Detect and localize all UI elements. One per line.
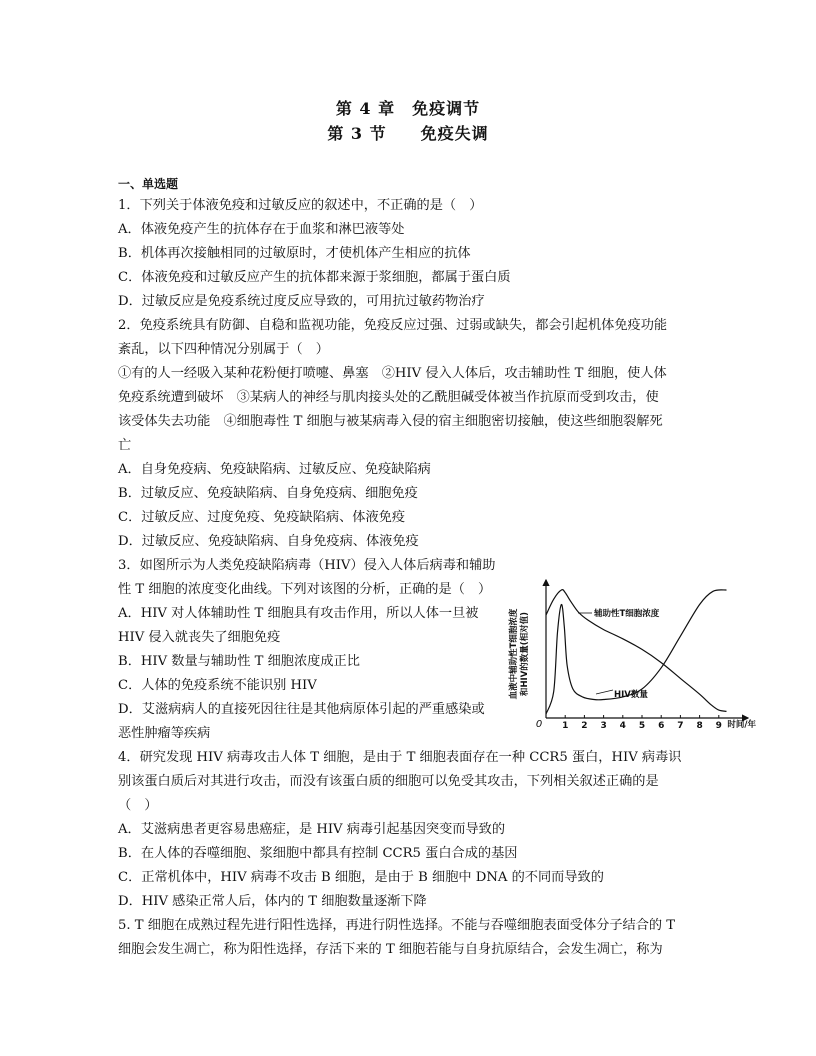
q2-case-line2: 免疫系统遭到破坏 ③某病人的神经与肌肉接头处的乙酰胆碱受体被当作抗原而受到攻击，使 bbox=[118, 390, 659, 405]
x-tick-label: 2 bbox=[581, 721, 588, 731]
chart-origin-label: 0 bbox=[535, 719, 543, 730]
x-tick-label: 3 bbox=[600, 721, 607, 731]
q4-option-d: D．HIV 感染正常人后，体内的 T 细胞数量逐渐下降 bbox=[118, 894, 427, 909]
q4-stem-line1: 4．研究发现 HIV 病毒攻击人体 T 细胞，是由于 T 细胞表面存在一种 CCR5 蛋白，HIV 病毒识 bbox=[118, 750, 682, 765]
chapter-title: 第 4 章 免疫调节 bbox=[335, 99, 481, 118]
q5-stem-line1: 5. T 细胞在成熟过程先进行阳性选择，再进行阴性选择。不能与吞噬细胞表面受体分子结合的 T bbox=[118, 918, 676, 933]
chart-xlabel: 时间/年 bbox=[727, 720, 756, 730]
q3-stem-line2: 性 T 细胞的浓度变化曲线。下列对该图的分析，正确的是（ ） bbox=[118, 582, 492, 597]
q4-option-b: B．在人体的吞噬细胞、浆细胞中都具有控制 CCR5 蛋白合成的基因 bbox=[118, 846, 518, 861]
q2-option-c: C．过敏反应、过度免疫、免疫缺陷病、体液免疫 bbox=[118, 510, 406, 525]
q2-case-line1: ①有的人一经吸入某种花粉便打喷嚏、鼻塞 ②HIV 侵入人体后，攻击辅助性 T 细胞，使人体 bbox=[118, 366, 667, 381]
x-tick-label: 8 bbox=[696, 721, 703, 731]
q1-option-a: A．体液免疫产生的抗体存在于血浆和淋巴液等处 bbox=[118, 222, 405, 237]
q1-option-b: B．机体再次接触相同的过敏原时，才使机体产生相应的抗体 bbox=[118, 246, 471, 261]
q2-option-a: A．自身免疫病、免疫缺陷病、过敏反应、免疫缺陷病 bbox=[118, 462, 431, 477]
q1-stem: 1．下列关于体液免疫和过敏反应的叙述中，不正确的是（ ） bbox=[118, 198, 483, 213]
q3-option-a-line2: HIV 侵入就丧失了细胞免疫 bbox=[118, 630, 281, 645]
q3-option-d-line2: 恶性肿瘤等疾病 bbox=[118, 726, 211, 741]
q2-case-line4: 亡 bbox=[118, 438, 132, 453]
chart-ylabel-line1: 血液中辅助性T细胞浓度 bbox=[509, 608, 519, 700]
q3-option-b: B．HIV 数量与辅助性 T 细胞浓度成正比 bbox=[118, 654, 360, 669]
hiv-leader-line bbox=[596, 690, 613, 694]
q2-option-d: D．过敏反应、免疫缺陷病、自身免疫病、体液免疫 bbox=[118, 534, 419, 549]
section-title: 第 3 节 免疫失调 bbox=[327, 124, 489, 143]
q3-stem-line1: 3．如图所示为人类免疫缺陷病毒（HIV）侵入人体后病毒和辅助 bbox=[118, 558, 496, 573]
x-tick-label: 7 bbox=[677, 721, 684, 731]
q3-option-a-line1: A．HIV 对人体辅助性 T 细胞具有攻击作用，所以人体一旦被 bbox=[118, 606, 479, 621]
q2-case-line3: 该受体失去功能 ④细胞毒性 T 细胞与被某病毒入侵的宿主细胞密切接触，使这些细胞裂解死 bbox=[118, 414, 663, 429]
q4-stem-line2: 别该蛋白质后对其进行攻击，而没有该蛋白质的细胞可以免受其攻击，下列相关叙述正确的是 bbox=[118, 774, 659, 789]
q4-option-a: A．艾滋病患者更容易患癌症，是 HIV 病毒引起基因突变而导致的 bbox=[118, 822, 506, 837]
q5-stem-line2: 细胞会发生凋亡，称为阳性选择，存活下来的 T 细胞若能与自身抗原结合，会发生凋亡，称为 bbox=[118, 942, 663, 957]
q1-option-c: C．体液免疫和过敏反应产生的抗体都来源于浆细胞，都属于蛋白质 bbox=[118, 270, 511, 285]
q2-option-b: B．过敏反应、免疫缺陷病、自身免疫病、细胞免疫 bbox=[118, 486, 418, 501]
hiv-chart-svg bbox=[508, 574, 758, 736]
x-tick-label: 4 bbox=[619, 721, 626, 731]
series-label-t-cell: 辅助性T细胞浓度 bbox=[594, 609, 660, 619]
q2-stem-line2: 紊乱，以下四种情况分别属于（ ） bbox=[118, 342, 329, 357]
q3-option-c: C．人体的免疫系统不能识别 HIV bbox=[118, 678, 317, 693]
q4-option-c: C．正常机体中，HIV 病毒不攻击 B 细胞，是由于 B 细胞中 DNA 的不同而导致的 bbox=[118, 870, 604, 885]
x-tick-label: 9 bbox=[715, 721, 722, 731]
x-tick-label: 1 bbox=[562, 721, 569, 731]
x-tick-label: 5 bbox=[638, 721, 646, 731]
q4-stem-line3: （ ） bbox=[118, 798, 158, 813]
q2-stem-line1: 2．免疫系统具有防御、自稳和监视功能，免疫反应过强、过弱或缺失，都会引起机体免疫功能 bbox=[118, 318, 668, 333]
hiv-chart bbox=[508, 574, 758, 736]
part-title: 一、单选题 bbox=[118, 177, 179, 191]
chart-ylabel-line2: 和HIV的数量(相对值) bbox=[520, 611, 530, 697]
x-tick-label: 6 bbox=[658, 721, 665, 731]
q3-option-d-line1: D．艾滋病病人的直接死因往往是其他病原体引起的严重感染或 bbox=[118, 702, 485, 717]
series-label-hiv: HIV数量 bbox=[614, 690, 648, 700]
q1-option-d: D．过敏反应是免疫系统过度反应导致的，可用抗过敏药物治疗 bbox=[118, 294, 485, 309]
